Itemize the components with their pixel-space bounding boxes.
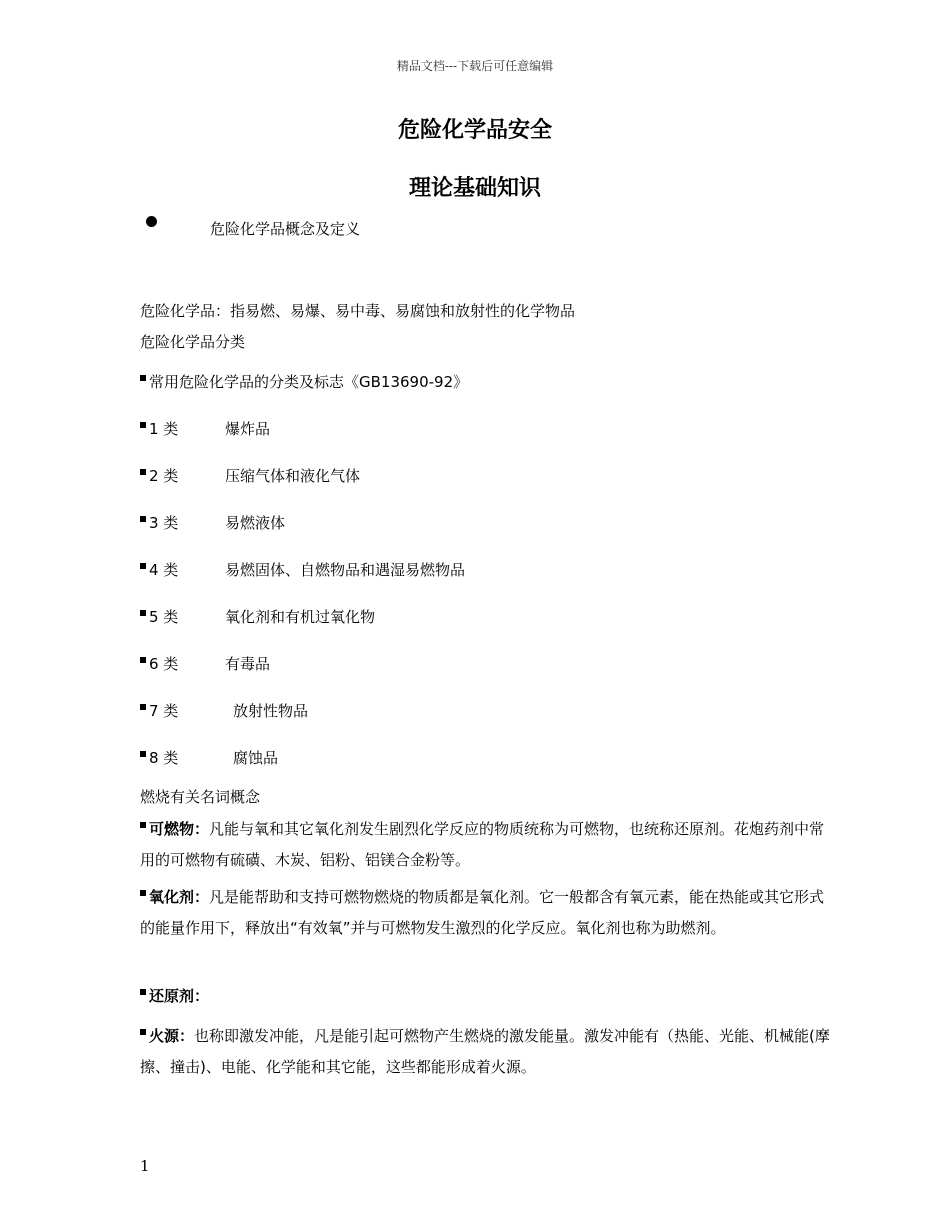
square-bullet-icon <box>140 469 146 475</box>
class-number: 1 类 <box>149 420 179 438</box>
class-item <box>140 418 270 439</box>
term-label: 火源： <box>149 1027 195 1045</box>
title-line-2: 理论基础知识 <box>408 176 541 201</box>
term-paragraph <box>140 882 830 944</box>
standard-text: 常用危险化学品的分类及标志《GB13690-92》 <box>149 373 469 391</box>
class-number: 4 类 <box>149 561 179 579</box>
class-item <box>140 653 270 674</box>
bullet-dot-icon <box>146 216 157 227</box>
square-bullet-icon <box>140 822 146 828</box>
term-paragraph <box>140 981 830 1012</box>
class-item <box>140 700 308 721</box>
class-name: 爆炸品 <box>225 420 271 438</box>
square-bullet-icon <box>140 375 146 381</box>
term-paragraph <box>140 814 830 876</box>
term-paragraph <box>140 1021 830 1083</box>
class-number: 7 类 <box>149 702 179 720</box>
class-name: 易燃液体 <box>225 514 286 532</box>
square-bullet-icon <box>140 989 146 995</box>
definition-line: 危险化学品：指易燃、易爆、易中毒、易腐蚀和放射性的化学物品 <box>140 302 576 320</box>
class-name: 压缩气体和液化气体 <box>225 467 361 485</box>
term-label: 氧化剂： <box>149 888 210 906</box>
class-name: 腐蚀品 <box>233 749 279 767</box>
class-number: 2 类 <box>149 467 179 485</box>
page-number: 1 <box>140 1157 150 1175</box>
square-bullet-icon <box>140 704 146 710</box>
class-item <box>140 465 360 486</box>
square-bullet-icon <box>140 1029 146 1035</box>
square-bullet-icon <box>140 657 146 663</box>
class-number: 8 类 <box>149 749 179 767</box>
class-item <box>140 512 285 533</box>
square-bullet-icon <box>140 751 146 757</box>
class-name: 易燃固体、自燃物品和遇湿易燃物品 <box>225 561 466 579</box>
class-number: 5 类 <box>149 608 179 626</box>
class-item <box>140 559 465 580</box>
class-item <box>140 606 375 627</box>
term-text: 凡是能帮助和支持可燃物燃烧的物质都是氧化剂。它一般都含有氧元素，能在热能或其它形式的能量作用下，释放出“有效氧”并与可燃物发生激烈的化学反应。氧化剂也称为助燃剂。 <box>140 888 825 937</box>
classification-heading: 危险化学品分类 <box>140 333 246 351</box>
combustion-heading: 燃烧有关名词概念 <box>140 788 261 806</box>
square-bullet-icon <box>140 890 146 896</box>
page-header: 精品文档---下载后可任意编辑 <box>396 59 554 73</box>
class-number: 3 类 <box>149 514 179 532</box>
square-bullet-icon <box>140 563 146 569</box>
term-label: 还原剂： <box>149 987 210 1005</box>
term-label: 可燃物： <box>149 820 210 838</box>
title-line-1: 危险化学品安全 <box>397 118 552 143</box>
class-number: 6 类 <box>149 655 179 673</box>
term-text: 凡能与氧和其它氧化剂发生剧烈化学反应的物质统称为可燃物，也统称还原剂。花炮药剂中常用的可燃物有硫磺、木炭、铝粉、铝镁合金粉等。 <box>140 820 825 869</box>
square-bullet-icon <box>140 422 146 428</box>
bullet-text: 危险化学品概念及定义 <box>210 220 361 238</box>
class-name: 氧化剂和有机过氧化物 <box>225 608 376 626</box>
class-item <box>140 747 278 768</box>
class-name: 有毒品 <box>225 655 271 673</box>
class-name: 放射性物品 <box>233 702 309 720</box>
standard-line <box>140 371 468 392</box>
term-text: 也称即激发冲能，凡是能引起可燃物产生燃烧的激发能量。激发冲能有（热能、光能、机械能(摩擦、撞击)、电能、化学能和其它能，这些都能形成着火源。 <box>140 1027 830 1076</box>
square-bullet-icon <box>140 610 146 616</box>
square-bullet-icon <box>140 516 146 522</box>
